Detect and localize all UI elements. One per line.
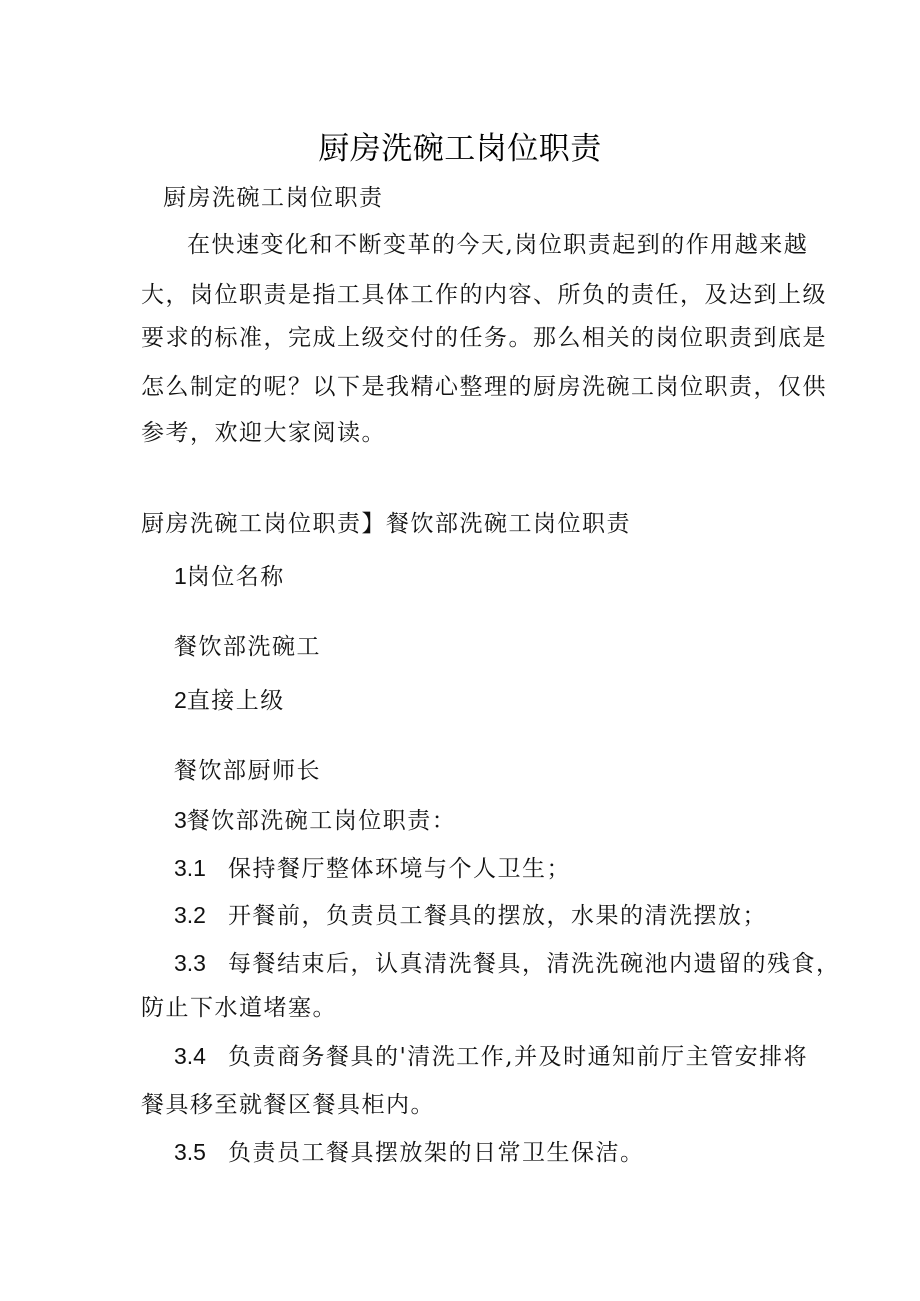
item-3-number: 3 bbox=[174, 807, 187, 833]
item-2-label: 直接上级 bbox=[186, 688, 285, 714]
duty-text: 保持餐厅整体环境与个人卫生； bbox=[227, 856, 571, 882]
item-2-number: 2 bbox=[174, 687, 187, 713]
duty-3-3-continuation: 防止下水道堵塞。 bbox=[141, 995, 337, 1021]
item-3-heading bbox=[174, 805, 456, 836]
duty-3-1 bbox=[174, 853, 571, 884]
item-1-heading bbox=[174, 561, 285, 592]
item-3-label: 餐饮部洗碗工岗位职责： bbox=[186, 808, 457, 834]
intro-line-4: 怎么制定的呢？以下是我精心整理的厨房洗碗工岗位职责，仅供 bbox=[141, 374, 827, 400]
duty-3-5 bbox=[174, 1137, 644, 1168]
intro-line-1: 在快速变化和不断变革的今天,岗位职责起到的作用越来越 bbox=[187, 232, 809, 258]
duty-number: 3.4 bbox=[174, 1043, 206, 1069]
duty-number: 3.5 bbox=[174, 1139, 206, 1165]
page-title: 厨房洗碗工岗位职责 bbox=[318, 131, 602, 167]
duty-3-3 bbox=[174, 948, 840, 979]
duty-number: 3.2 bbox=[174, 902, 206, 928]
duty-text: 负责商务餐具的'清洗工作,并及时通知前厅主管安排将 bbox=[227, 1044, 809, 1070]
intro-line-2: 大，岗位职责是指工具体工作的内容、所负的责任，及达到上级 bbox=[141, 282, 827, 308]
duty-number: 3.1 bbox=[174, 855, 206, 881]
duty-3-4 bbox=[174, 1041, 808, 1072]
item-2-value: 餐饮部厨师长 bbox=[174, 758, 321, 784]
duty-text: 开餐前，负责员工餐具的摆放，水果的清洗摆放； bbox=[227, 903, 767, 929]
item-1-label: 岗位名称 bbox=[186, 564, 285, 590]
duty-text: 每餐结束后，认真清洗餐具，清洗洗碗池内遗留的残食， bbox=[227, 951, 841, 977]
duty-3-2 bbox=[174, 900, 767, 931]
intro-line-3: 要求的标准，完成上级交付的任务。那么相关的岗位职责到底是 bbox=[141, 325, 827, 351]
item-1-value: 餐饮部洗碗工 bbox=[174, 634, 321, 660]
item-1-number: 1 bbox=[174, 563, 187, 589]
subtitle: 厨房洗碗工岗位职责 bbox=[163, 185, 384, 211]
duty-text: 负责员工餐具摆放架的日常卫生保洁。 bbox=[227, 1140, 645, 1166]
duty-3-4-continuation: 餐具移至就餐区餐具柜内。 bbox=[141, 1092, 435, 1118]
section-heading: 厨房洗碗工岗位职责】餐饮部洗碗工岗位职责 bbox=[141, 511, 631, 537]
item-2-heading bbox=[174, 685, 285, 716]
intro-line-5: 参考，欢迎大家阅读。 bbox=[141, 420, 386, 446]
duty-number: 3.3 bbox=[174, 950, 206, 976]
